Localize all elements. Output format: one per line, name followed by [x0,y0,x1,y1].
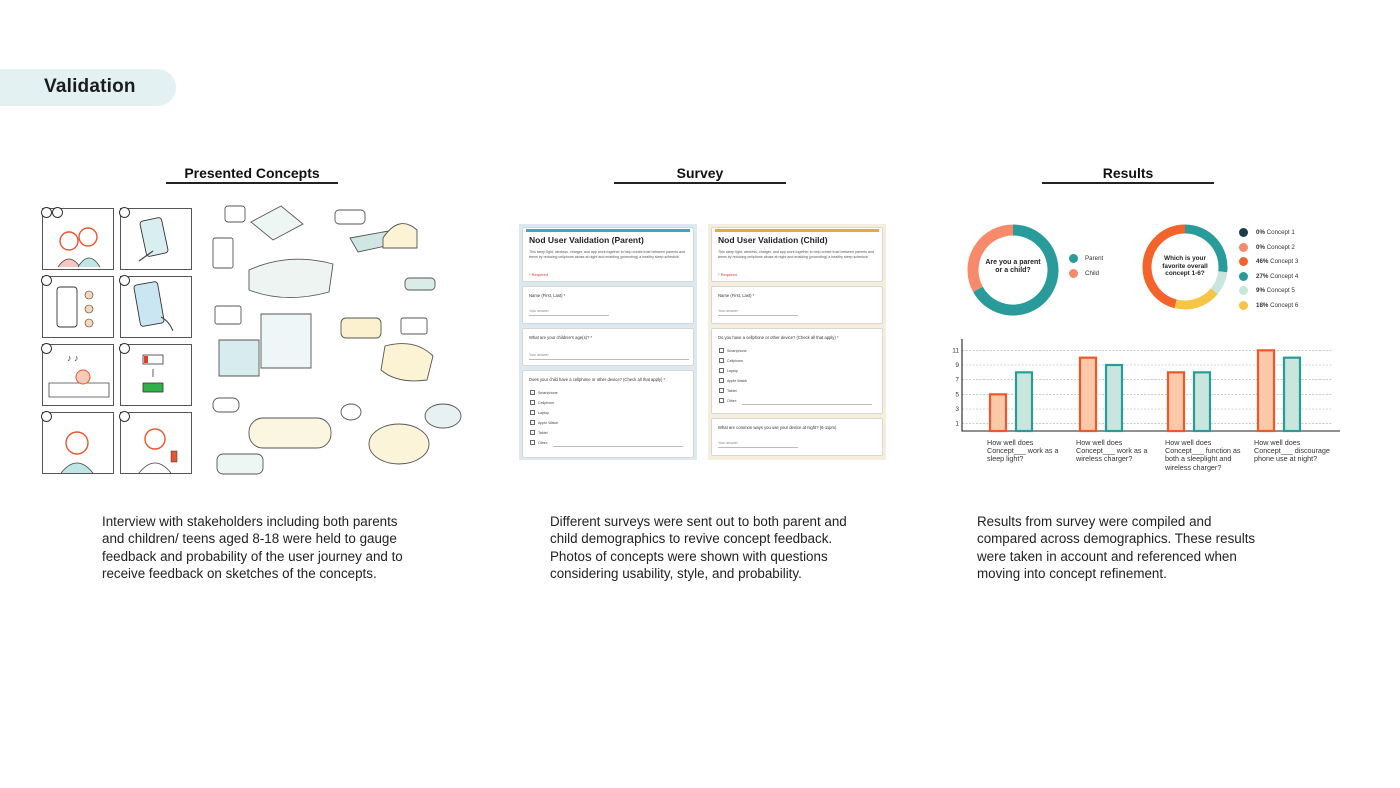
legend-concept-6-dot [1239,301,1248,310]
persona-badge-icon [119,411,130,422]
option-checkbox[interactable] [719,358,724,363]
child-form-q1-answer[interactable]: Your answer [718,309,738,313]
form-accent-bar [715,229,879,232]
option-checkbox[interactable] [530,410,535,415]
input-underline [718,447,798,448]
legend-parent-label: Parent [1085,255,1104,262]
phone-app-sketch [43,277,115,339]
parent-form-q1: Name (First, Last) * [529,293,566,298]
y-tick-label: 3 [955,406,959,413]
child-option-1: Smartphone [727,349,747,353]
parent-form-title: Nod User Validation (Parent) [529,235,644,245]
y-tick-label: 11 [952,347,959,355]
legend-concept-1-dot [1239,228,1248,237]
legend-concept-1-value: 0% [1256,229,1265,236]
child-form-q1-card [711,286,883,324]
option-checkbox[interactable] [719,378,724,383]
child-form-intro: This sleep light, wireless, charger, and app work together to help create trust between parents and teens by reducing cellphone abuse at night and enabling (promoting) a healthy sleep schedule. [718,250,875,259]
legend-child-label: Child [1085,270,1100,277]
child-form-q1: Name (First, Last) * [718,293,755,298]
bar-category-label-2: How well does Concept___ work as a wireless charger? [1076,438,1148,464]
input-underline [529,315,609,316]
child-form-q3: What are common ways you use your device at night? (6-11pm) [718,425,837,430]
legend-concept-4-dot [1239,272,1248,281]
donut2-title: Which is your favorite overall concept 1-6? [1162,255,1208,277]
legend-concept-5-value: 9% [1256,287,1265,294]
child-form-title: Nod User Validation (Child) [718,235,828,245]
storyboard-frame-2 [120,208,192,270]
option-checkbox[interactable] [530,430,535,435]
parent-form-header-card [522,227,694,282]
bar-parent-3 [1168,372,1184,431]
parent-phone-sketch [121,413,193,475]
option-checkbox[interactable] [530,420,535,425]
parent-form-q2-card [522,328,694,366]
option-checkbox[interactable] [530,440,535,445]
child-option-2: Cellphone [727,359,744,363]
option-checkbox[interactable] [530,400,535,405]
legend-concept-5-dot [1239,286,1248,295]
parent-form-required: * Required [529,272,548,277]
y-tick-label: 5 [955,391,959,399]
bar-child-2 [1106,365,1122,431]
concepts-title-underline [166,182,338,184]
phone-hand-sketch [121,209,193,271]
child-sketch [43,413,115,475]
input-underline [529,359,689,360]
option-checkbox[interactable] [719,398,724,403]
bar-category-label-4: How well does Concept___ discourage phone use at night? [1254,438,1330,464]
bar-parent-4 [1258,350,1274,431]
parent-option-1: Smartphone [538,391,558,395]
parent-option-6: Other: [538,441,548,445]
legend-concept-4-value: 27% [1256,272,1269,280]
storyboard-frame-6 [120,344,192,406]
option-checkbox[interactable] [719,348,724,353]
storyboard-frame-4 [120,276,192,338]
legend-concept-2-dot [1239,243,1248,252]
concepts-title: Presented Concepts [184,165,320,181]
persona-badge-icon [52,207,63,218]
legend-child-dot [1069,269,1078,278]
storyboard-frame-5 [42,344,114,406]
y-tick-label: 9 [955,362,959,369]
parent-form-q3: Does your child have a cellphone or other device? (Check all that apply) * [529,377,666,382]
legend-concept-3-value: 46% [1256,258,1269,265]
child-form-q2-card [711,328,883,414]
input-underline [742,404,872,405]
legend-concept-4-label: 27% Concept 4 [1256,272,1299,280]
child-form-q3-answer[interactable]: Your answer [718,441,738,445]
legend-concept-2-label: 0% Concept 2 [1256,243,1295,251]
storyboard-frame-7 [42,412,114,474]
child-form-header-card [711,227,883,282]
parent-option-3: Laptop [538,411,549,415]
survey-title-underline [614,182,786,184]
child-form-q2: Do you have a cellphone or other device? (Check all that apply) * [718,335,839,340]
parent-option-2: Cellphone [538,401,555,405]
bar-child-4 [1284,358,1300,431]
child-option-5: Tablet [727,389,737,393]
parent-option-5: Tablet [538,431,548,435]
bar-child-3 [1194,372,1210,431]
parent-form-q2: What are your children's age(s)? * [529,335,593,340]
parent-survey-form [519,224,697,460]
parent-form-q1-answer[interactable]: Your answer [529,309,549,313]
parent-form-q2-answer[interactable]: Your answer [529,353,549,357]
child-form-q3-card [711,418,883,456]
persona-badge-icon [41,275,52,286]
persona-badge-icon [41,207,52,218]
option-checkbox[interactable] [719,388,724,393]
concepts-description: Interview with stakeholders including both parents and children/ teens aged 8-18 were held to gauge feedback and probability of the user journey and to receive feedback on sketches of the concepts. [102,514,403,581]
legend-concept-1-label: 0% Concept 1 [1256,229,1295,236]
bar-parent-2 [1080,358,1096,431]
survey-title: Survey [676,165,724,181]
donut1-title: Are you a parent or a child? [985,259,1041,274]
bar-category-label-3: How well does Concept___ function as both a sleeplight and wireless charger? [1165,438,1241,472]
child-option-4: Apple Watch [727,379,748,383]
child-form-required: * Required [718,272,737,277]
y-tick-label: 7 [955,376,959,384]
concept-sketches [205,198,470,483]
parent-form-q3-card [522,370,694,458]
persona-badge-icon [119,275,130,286]
persona-badge-icon [119,343,130,354]
legend-concept-3-dot [1239,257,1248,266]
form-accent-bar [526,229,690,232]
comparison-bar-chart [950,335,1350,445]
bed-sleep-sketch [43,345,115,407]
option-checkbox[interactable] [719,368,724,373]
legend-concept-6-value: 18% [1256,301,1269,309]
section-title: Validation [44,76,136,97]
bar-category-label-1: How well does Concept___ work as a sleep light? [987,438,1059,464]
svg-text:♪ ♪: ♪ ♪ [67,353,79,363]
survey-description: Different surveys were sent out to both parent and child demographics to revive concept feedback. Photos of concepts were shown with questions considering usability, style, and probability. [550,514,847,581]
persona-badge-icon [119,207,130,218]
y-tick-label: 1 [955,420,959,428]
results-title: Results [1102,165,1154,181]
results-description: Results from survey were compiled and compared across demographics. These results were taken in account and referenced when moving into concept refinement. [977,514,1256,581]
results-title-underline [1042,182,1214,184]
input-underline [718,315,798,316]
option-checkbox[interactable] [530,390,535,395]
bar-child-1 [1016,372,1032,431]
legend-concept-6-label: 18% Concept 6 [1256,301,1299,309]
legend-concept-2-value: 0% [1256,243,1265,251]
persona-badge-icon [41,411,52,422]
storyboard-frame-1 [42,208,114,270]
storyboard-frame-3 [42,276,114,338]
child-option-6: Other: [727,399,737,403]
child-option-3: Laptop [727,369,738,373]
child-survey-form [708,224,886,460]
parent-child-sketch [43,209,115,271]
parent-form-intro: This sleep light, wireless, charger, and app work together to help create trust between parents and teens by reducing cellphone abuse at night and enabling (promoting) a healthy sleep schedule. [529,250,686,259]
legend-concept-5-label: 9% Concept 5 [1256,287,1295,294]
persona-badge-icon [41,343,52,354]
donut2-slice-3 [1176,291,1215,305]
legend-concept-3-label: 46% Concept 3 [1256,258,1299,265]
legend-parent-dot [1069,254,1078,263]
phone-tap-sketch [121,277,193,339]
parent-option-4: Apple Watch [538,421,559,425]
storyboard-frame-8 [120,412,192,474]
parent-form-q1-card [522,286,694,324]
input-underline [553,446,683,447]
bar-parent-1 [990,394,1006,431]
battery-sketch [121,345,193,407]
